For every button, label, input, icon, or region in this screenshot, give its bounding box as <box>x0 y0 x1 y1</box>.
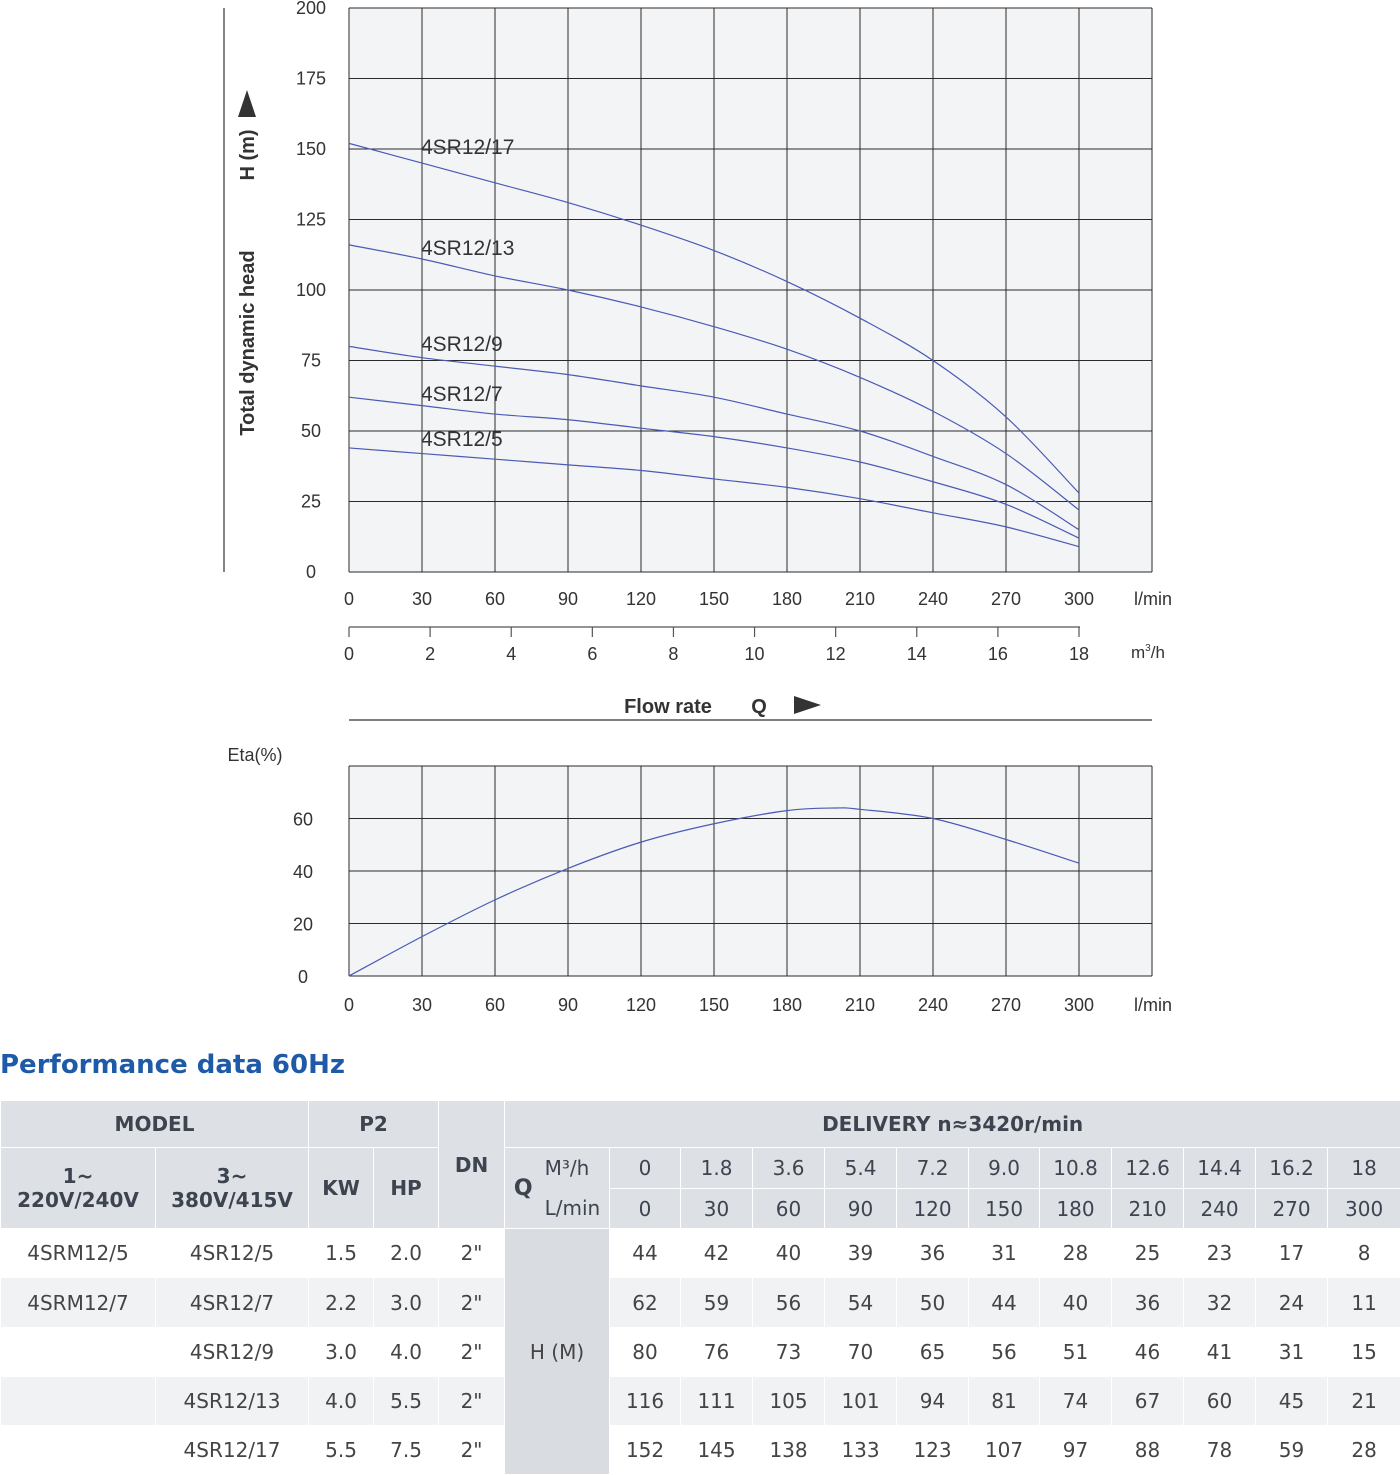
head-value: 70 <box>825 1327 897 1376</box>
head-value: 44 <box>969 1278 1040 1327</box>
head-value: 24 <box>1256 1278 1328 1327</box>
eta-x-tick-label: 90 <box>557 995 579 1015</box>
eta-x-tick-label: 0 <box>343 995 355 1015</box>
eta-x-tick-label: 150 <box>698 995 730 1015</box>
x-tick-label: 90 <box>557 589 579 609</box>
y-tick-label: 50 <box>300 421 322 441</box>
hp-value: 7.5 <box>374 1425 439 1474</box>
eta-x-tick-label: 240 <box>917 995 949 1015</box>
table-row <box>1 1278 1400 1327</box>
x2-tick-label: 4 <box>506 644 517 664</box>
eta-y-axis-title: Eta(%) <box>227 745 283 765</box>
head-value: 17 <box>1256 1229 1328 1278</box>
table-row <box>1 1376 1400 1425</box>
head-value: 67 <box>1112 1376 1184 1425</box>
eta-y-tick-label: 0 <box>297 967 309 987</box>
x2-tick-label: 18 <box>1068 644 1090 664</box>
y-tick-label: 150 <box>295 139 327 159</box>
single-phase-model: 4SRM12/7 <box>1 1278 156 1327</box>
head-value: 111 <box>681 1376 753 1425</box>
header-delivery: DELIVERY n≈3420r/min <box>505 1101 1400 1148</box>
single-phase-model <box>1 1425 156 1474</box>
series-label: 4SR12/9 <box>421 333 503 356</box>
series-label: 4SR12/17 <box>421 136 515 159</box>
m3h-value: 1.8 <box>681 1148 753 1189</box>
hp-value: 3.0 <box>374 1278 439 1327</box>
eta-x-tick-label: 120 <box>625 995 657 1015</box>
x-tick-label: 210 <box>844 589 876 609</box>
hp-value: 2.0 <box>374 1229 439 1278</box>
m3h-value: 10.8 <box>1040 1148 1112 1189</box>
eta-x-tick-label: 60 <box>484 995 506 1015</box>
head-value: 23 <box>1184 1229 1256 1278</box>
lmin-value: 300 <box>1328 1188 1400 1229</box>
header-single-phase: 1~ 220V/240V <box>1 1148 156 1229</box>
dn-value: 2" <box>439 1425 505 1474</box>
head-value: 32 <box>1184 1278 1256 1327</box>
lmin-value: 210 <box>1112 1188 1184 1229</box>
x-tick-label: 30 <box>411 589 433 609</box>
head-value: 42 <box>681 1229 753 1278</box>
table-row <box>1 1229 1400 1278</box>
dn-value: 2" <box>439 1327 505 1376</box>
head-value: 62 <box>610 1278 681 1327</box>
head-label: H (M) <box>505 1229 610 1475</box>
head-value: 56 <box>969 1327 1040 1376</box>
head-value: 105 <box>753 1376 825 1425</box>
y-tick-label: 75 <box>300 350 322 371</box>
head-value: 74 <box>1040 1376 1112 1425</box>
x-tick-label: 60 <box>484 589 506 609</box>
x-axis-title: Flow rate <box>624 696 712 718</box>
header-dn: DN <box>439 1101 505 1229</box>
head-value: 133 <box>825 1425 897 1474</box>
head-value: 31 <box>1256 1327 1328 1376</box>
head-value: 39 <box>825 1229 897 1278</box>
lmin-value: 180 <box>1040 1188 1112 1229</box>
m3h-value: 18 <box>1328 1148 1400 1189</box>
m3h-value: 9.0 <box>969 1148 1040 1189</box>
kw-value: 5.5 <box>309 1425 374 1474</box>
header-model: MODEL <box>1 1101 309 1148</box>
m3h-value: 16.2 <box>1256 1148 1328 1189</box>
head-value: 80 <box>610 1327 681 1376</box>
lmin-value: 270 <box>1256 1188 1328 1229</box>
head-value: 94 <box>897 1376 969 1425</box>
head-value: 15 <box>1328 1327 1400 1376</box>
head-value: 46 <box>1112 1327 1184 1376</box>
eta-x-tick-label: 180 <box>771 995 803 1015</box>
lmin-value: 150 <box>969 1188 1040 1229</box>
single-phase-model <box>1 1376 156 1425</box>
m3h-value: 14.4 <box>1184 1148 1256 1189</box>
head-value: 40 <box>753 1229 825 1278</box>
head-value: 45 <box>1256 1376 1328 1425</box>
head-value: 40 <box>1040 1278 1112 1327</box>
head-value: 21 <box>1328 1376 1400 1425</box>
lmin-value: 120 <box>897 1188 969 1229</box>
x-unit-label: l/min <box>1133 589 1173 609</box>
head-value: 73 <box>753 1327 825 1376</box>
head-value: 28 <box>1040 1229 1112 1278</box>
x-tick-label: 180 <box>771 589 803 609</box>
lmin-value: 240 <box>1184 1188 1256 1229</box>
eta-x-tick-label: 270 <box>990 995 1022 1015</box>
head-value: 101 <box>825 1376 897 1425</box>
x2-tick-label: 14 <box>906 644 927 664</box>
head-value: 51 <box>1040 1327 1112 1376</box>
head-arrow-icon <box>238 90 256 117</box>
head-value: 88 <box>1112 1425 1184 1474</box>
x-tick-label: 150 <box>698 589 730 609</box>
eta-x-tick-label: 300 <box>1063 995 1095 1015</box>
series-label: 4SR12/5 <box>421 428 503 451</box>
head-value: 25 <box>1112 1229 1184 1278</box>
eta-x-tick-label: 30 <box>411 995 433 1015</box>
y-tick-label: 25 <box>300 491 322 512</box>
flow-arrow-icon <box>794 696 821 714</box>
x-axis-symbol: Q <box>751 696 767 718</box>
head-value: 31 <box>969 1229 1040 1278</box>
kw-value: 2.2 <box>309 1278 374 1327</box>
single-phase-model <box>1 1327 156 1376</box>
x2-tick-label: 0 <box>343 644 355 664</box>
head-value: 123 <box>897 1425 969 1474</box>
head-value: 59 <box>681 1278 753 1327</box>
table-row <box>1 1327 1400 1376</box>
head-value: 28 <box>1328 1425 1400 1474</box>
x-tick-label: 270 <box>990 589 1022 609</box>
head-value: 56 <box>753 1278 825 1327</box>
kw-value: 1.5 <box>309 1229 374 1278</box>
eta-y-tick-label: 40 <box>292 862 314 882</box>
y-axis-unit: H (m) <box>237 129 259 181</box>
head-value: 145 <box>681 1425 753 1474</box>
head-value: 97 <box>1040 1425 1112 1474</box>
x2-tick-label: 6 <box>587 644 598 664</box>
head-value: 81 <box>969 1376 1040 1425</box>
x2-unit-label: $m^3/h$ <box>1131 643 1165 662</box>
x2-tick-label: 8 <box>668 644 679 664</box>
three-phase-model: 4SR12/5 <box>156 1229 309 1278</box>
m3h-value: 12.6 <box>1112 1148 1184 1189</box>
x-tick-label: 300 <box>1063 589 1095 609</box>
eta-x-tick-label: 210 <box>844 995 876 1015</box>
header-hp: HP <box>374 1148 439 1229</box>
x-tick-label: 0 <box>343 589 355 609</box>
three-phase-model: 4SR12/7 <box>156 1278 309 1327</box>
head-value: 78 <box>1184 1425 1256 1474</box>
y-tick-label: 0 <box>305 562 317 582</box>
lmin-value: 90 <box>825 1188 897 1229</box>
series-label: 4SR12/13 <box>421 237 515 260</box>
hp-value: 5.5 <box>374 1376 439 1425</box>
x-tick-label: 120 <box>625 589 657 609</box>
lmin-value: 30 <box>681 1188 753 1229</box>
head-value: 44 <box>610 1229 681 1278</box>
head-value: 60 <box>1184 1376 1256 1425</box>
header-p2: P2 <box>309 1101 439 1148</box>
eta-x-unit-label: l/min <box>1133 995 1173 1015</box>
y-axis-title: Total dynamic head <box>237 250 259 436</box>
m3h-value: 3.6 <box>753 1148 825 1189</box>
header-kw: KW <box>309 1148 374 1229</box>
head-value: 50 <box>897 1278 969 1327</box>
three-phase-model: 4SR12/13 <box>156 1376 309 1425</box>
head-value: 8 <box>1328 1229 1400 1278</box>
lmin-value: 0 <box>610 1188 681 1229</box>
x2-tick-label: 12 <box>825 644 846 664</box>
performance-table <box>0 1100 1400 1475</box>
eta-y-tick-label: 60 <box>292 809 314 830</box>
header-q-units: Q M³/h L/min <box>505 1148 610 1229</box>
dn-value: 2" <box>439 1278 505 1327</box>
head-value: 36 <box>897 1229 969 1278</box>
x2-tick-label: 2 <box>425 644 436 664</box>
head-value: 152 <box>610 1425 681 1474</box>
three-phase-model: 4SR12/17 <box>156 1425 309 1474</box>
y-tick-label: 200 <box>295 0 327 18</box>
m3h-value: 0 <box>610 1148 681 1189</box>
x2-tick-label: 10 <box>744 644 765 664</box>
dn-value: 2" <box>439 1376 505 1425</box>
head-value: 59 <box>1256 1425 1328 1474</box>
y-tick-label: 175 <box>295 68 327 89</box>
lmin-value: 60 <box>753 1188 825 1229</box>
head-value: 41 <box>1184 1327 1256 1376</box>
head-value: 36 <box>1112 1278 1184 1327</box>
dn-value: 2" <box>439 1229 505 1278</box>
header-three-phase: 3~ 380V/415V <box>156 1148 309 1229</box>
x-tick-label: 240 <box>917 589 949 609</box>
head-value: 107 <box>969 1425 1040 1474</box>
y-tick-label: 100 <box>295 280 327 300</box>
head-value: 11 <box>1328 1278 1400 1327</box>
head-value: 76 <box>681 1327 753 1376</box>
hp-value: 4.0 <box>374 1327 439 1376</box>
x2-tick-label: 16 <box>987 644 1008 664</box>
table-row <box>1 1425 1400 1474</box>
head-value: 65 <box>897 1327 969 1376</box>
eta-y-tick-label: 20 <box>292 914 314 935</box>
kw-value: 3.0 <box>309 1327 374 1376</box>
head-value: 54 <box>825 1278 897 1327</box>
head-value: 116 <box>610 1376 681 1425</box>
m3h-value: 5.4 <box>825 1148 897 1189</box>
kw-value: 4.0 <box>309 1376 374 1425</box>
three-phase-model: 4SR12/9 <box>156 1327 309 1376</box>
y-tick-label: 125 <box>295 209 327 230</box>
head-value: 138 <box>753 1425 825 1474</box>
m3h-value: 7.2 <box>897 1148 969 1189</box>
single-phase-model: 4SRM12/5 <box>1 1229 156 1278</box>
performance-title: Performance data 60Hz <box>0 1050 346 1080</box>
series-label: 4SR12/7 <box>421 383 503 406</box>
